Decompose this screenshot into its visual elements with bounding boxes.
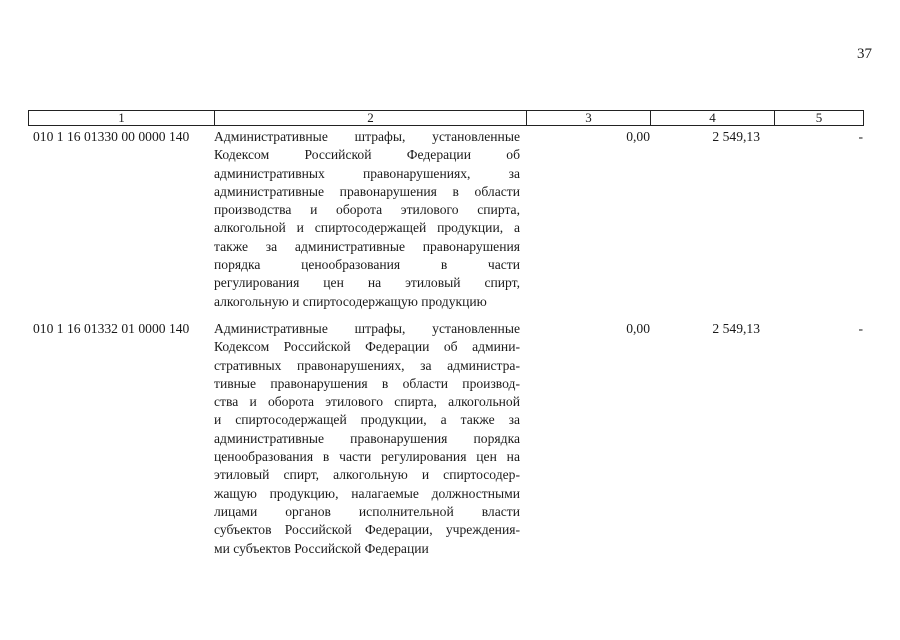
row-description: [214, 128, 520, 311]
budget-classification-code: 010 1 16 01332 01 0000 140: [33, 321, 190, 336]
description-line: лицами органов исполнительной власти: [214, 503, 520, 519]
page-number: 37: [857, 46, 872, 62]
column-header-1: 1: [118, 110, 125, 125]
description-line: Кодексом Российской Федерации об: [214, 147, 520, 163]
cell-col-3: 0,00: [626, 321, 650, 336]
description-line: порядка ценообразования в части: [214, 257, 520, 273]
column-header-3: 3: [526, 111, 650, 125]
row-description: [214, 320, 520, 558]
description-line: Кодексом Российской Федерации об админи-: [214, 339, 520, 355]
table-header: [28, 110, 864, 126]
budget-classification-code: 010 1 16 01330 00 0000 140: [33, 129, 190, 144]
description-line: регулирования цен на этиловый спирт,: [214, 275, 520, 291]
cell-col-5: -: [858, 129, 863, 144]
description-line: административных правонарушениях, за: [214, 165, 520, 181]
column-header-4: 4: [650, 111, 774, 125]
description-line: и спиртосодержащей продукции, а также за: [214, 412, 520, 428]
description-line: ми субъектов Российской Федерации: [214, 540, 429, 556]
cell-col-5: -: [858, 321, 863, 336]
description-line: субъектов Российской Федерации, учреждения-: [214, 522, 520, 538]
description-line: Административные штрафы, установленные: [214, 321, 520, 336]
cell-col-4: 2 549,13: [712, 129, 760, 144]
column-header-2: 2: [214, 111, 526, 125]
description-line: административные правонарушения в области: [214, 183, 520, 199]
description-line: Административные штрафы, установленные: [214, 129, 520, 144]
description-line: производства и оборота этилового спирта,: [214, 202, 520, 218]
cell-col-4: 2 549,13: [712, 321, 760, 336]
description-line: алкогольной и спиртосодержащей продукции, а: [214, 220, 520, 236]
description-line: ства и оборота этилового спирта, алкогольной: [214, 394, 520, 410]
description-line: тивные правонарушения в области производ-: [214, 375, 520, 391]
description-line: жащую продукцию, налагаемые должностными: [214, 485, 520, 501]
description-line: также за административные правонарушения: [214, 238, 520, 254]
description-line: алкогольную и спиртосодержащую продукцию: [214, 293, 487, 309]
cell-col-3: 0,00: [626, 129, 650, 144]
description-line: стративных правонарушениях, за администра-: [214, 357, 520, 373]
column-header-5: 5: [774, 111, 863, 125]
description-line: этиловый спирт, алкогольную и спиртосодер-: [214, 467, 520, 483]
description-line: ценообразования в части регулирования цен на: [214, 449, 520, 465]
description-line: административные правонарушения порядка: [214, 430, 520, 446]
